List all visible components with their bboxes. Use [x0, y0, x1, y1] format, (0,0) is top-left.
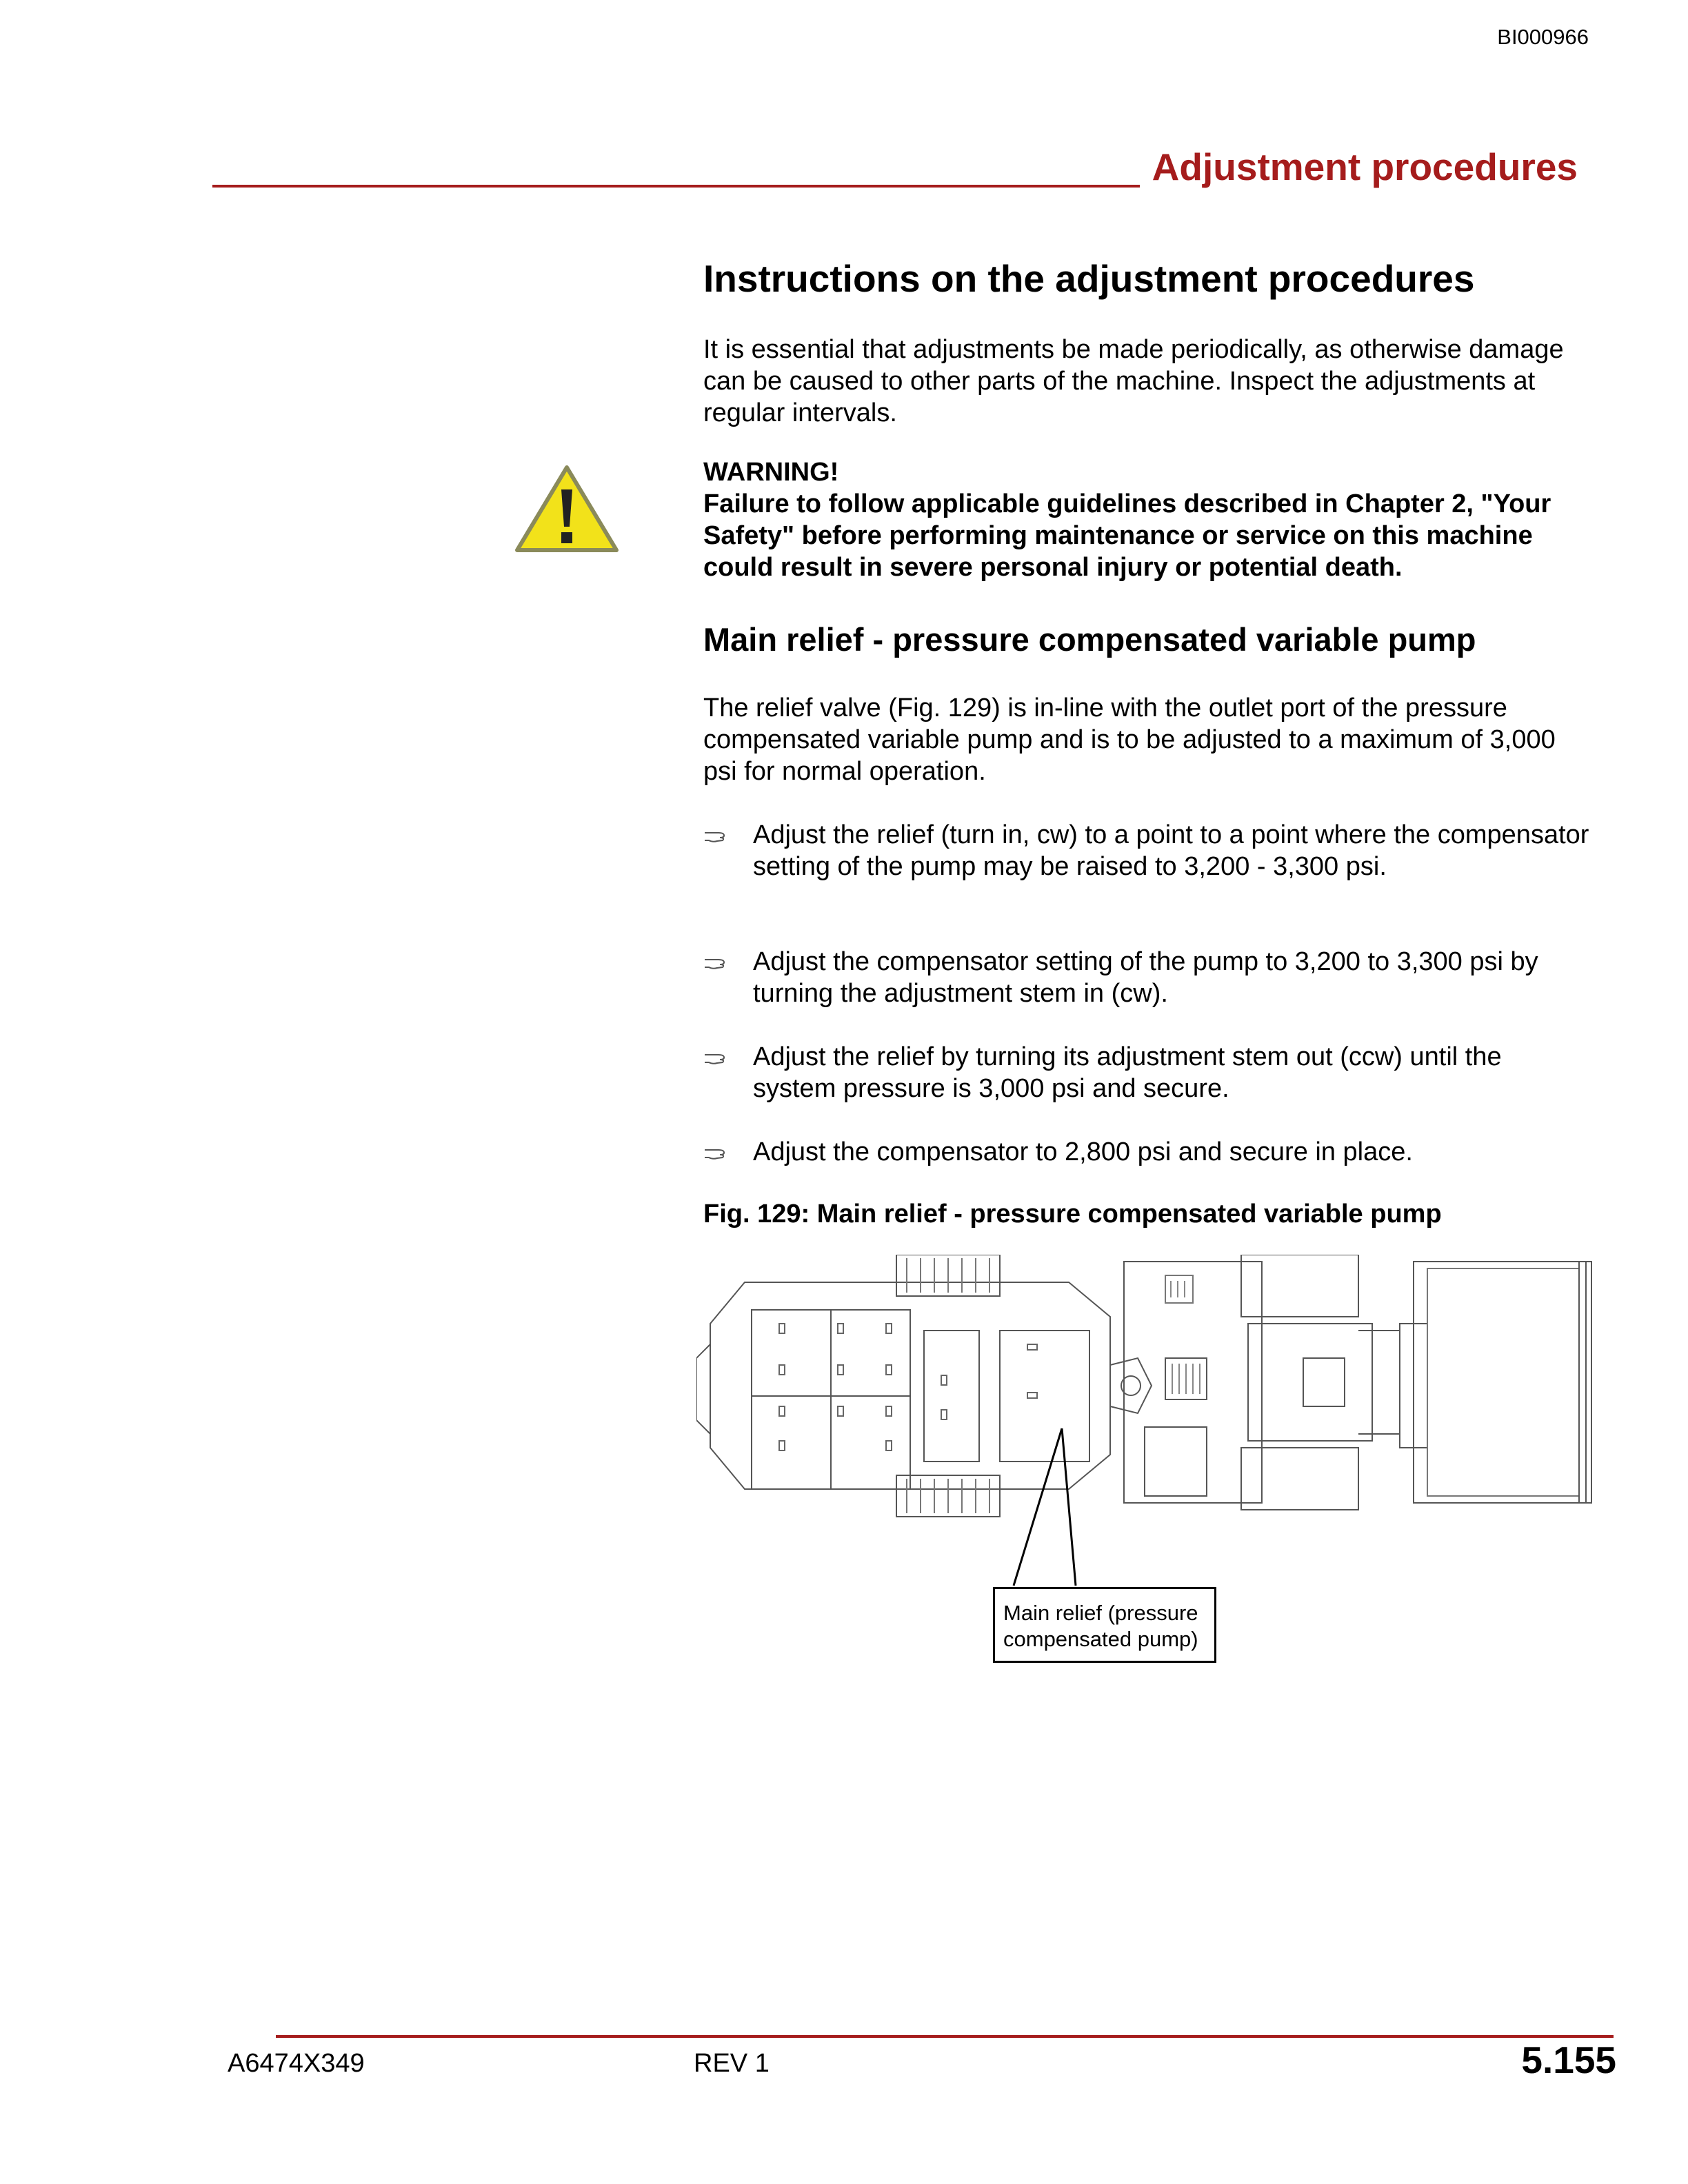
figure-caption: Fig. 129: Main relief - pressure compensated variable pump — [703, 1200, 1442, 1228]
relief-paragraph: The relief valve (Fig. 129) is in-line with the outlet port of the pressure compensated variable pump and is to be adjusted to a maximum of 3,000 psi for normal operation. — [703, 694, 1556, 786]
step-text: Adjust the compensator setting of the pump to 3,200 to 3,300 psi by turning the adjustment stem in (cw). — [753, 947, 1538, 1008]
step-text: Adjust the relief by turning its adjustment stem out (ccw) until the system pressure is 3,000 psi and secure. — [753, 1042, 1502, 1103]
footer-rule — [276, 2035, 1614, 2038]
footer-document-number: A6474X349 — [228, 2049, 365, 2078]
pointing-hand-icon — [703, 819, 730, 851]
intro-paragraph: It is essential that adjustments be made periodically, as otherwise damage can be caused to other parts of the machine. Inspect the adjustments at regular intervals. — [703, 335, 1564, 427]
page-heading: Instructions on the adjustment procedures — [703, 257, 1475, 300]
step-text: Adjust the relief (turn in, cw) to a point to a point where the compensator setting of the pump may be raised to 3,200 - 3,300 psi. — [753, 820, 1589, 881]
warning-title: WARNING! — [703, 458, 839, 487]
document-id: BI000966 — [1497, 25, 1589, 49]
section-title: Adjustment procedures — [1152, 145, 1578, 188]
pointing-hand-icon — [703, 1041, 730, 1073]
header-rule — [212, 185, 1140, 188]
page-number: 5.155 — [1521, 2039, 1616, 2081]
section-subheading: Main relief - pressure compensated variable pump — [703, 621, 1476, 658]
step-text: Adjust the compensator to 2,800 psi and secure in place. — [753, 1138, 1413, 1166]
pointing-hand-icon — [703, 946, 730, 978]
warning-text: Failure to follow applicable guidelines described in Chapter 2, "Your Safety" before performing maintenance or service on this machine could result in severe personal injury or potential death. — [703, 489, 1551, 582]
warning-block — [703, 456, 1579, 583]
figure-callout: Main relief (pressure compensated pump) — [993, 1587, 1216, 1663]
pointing-hand-icon — [703, 1136, 730, 1168]
warning-triangle-icon — [513, 463, 621, 556]
footer-revision: REV 1 — [694, 2049, 770, 2078]
